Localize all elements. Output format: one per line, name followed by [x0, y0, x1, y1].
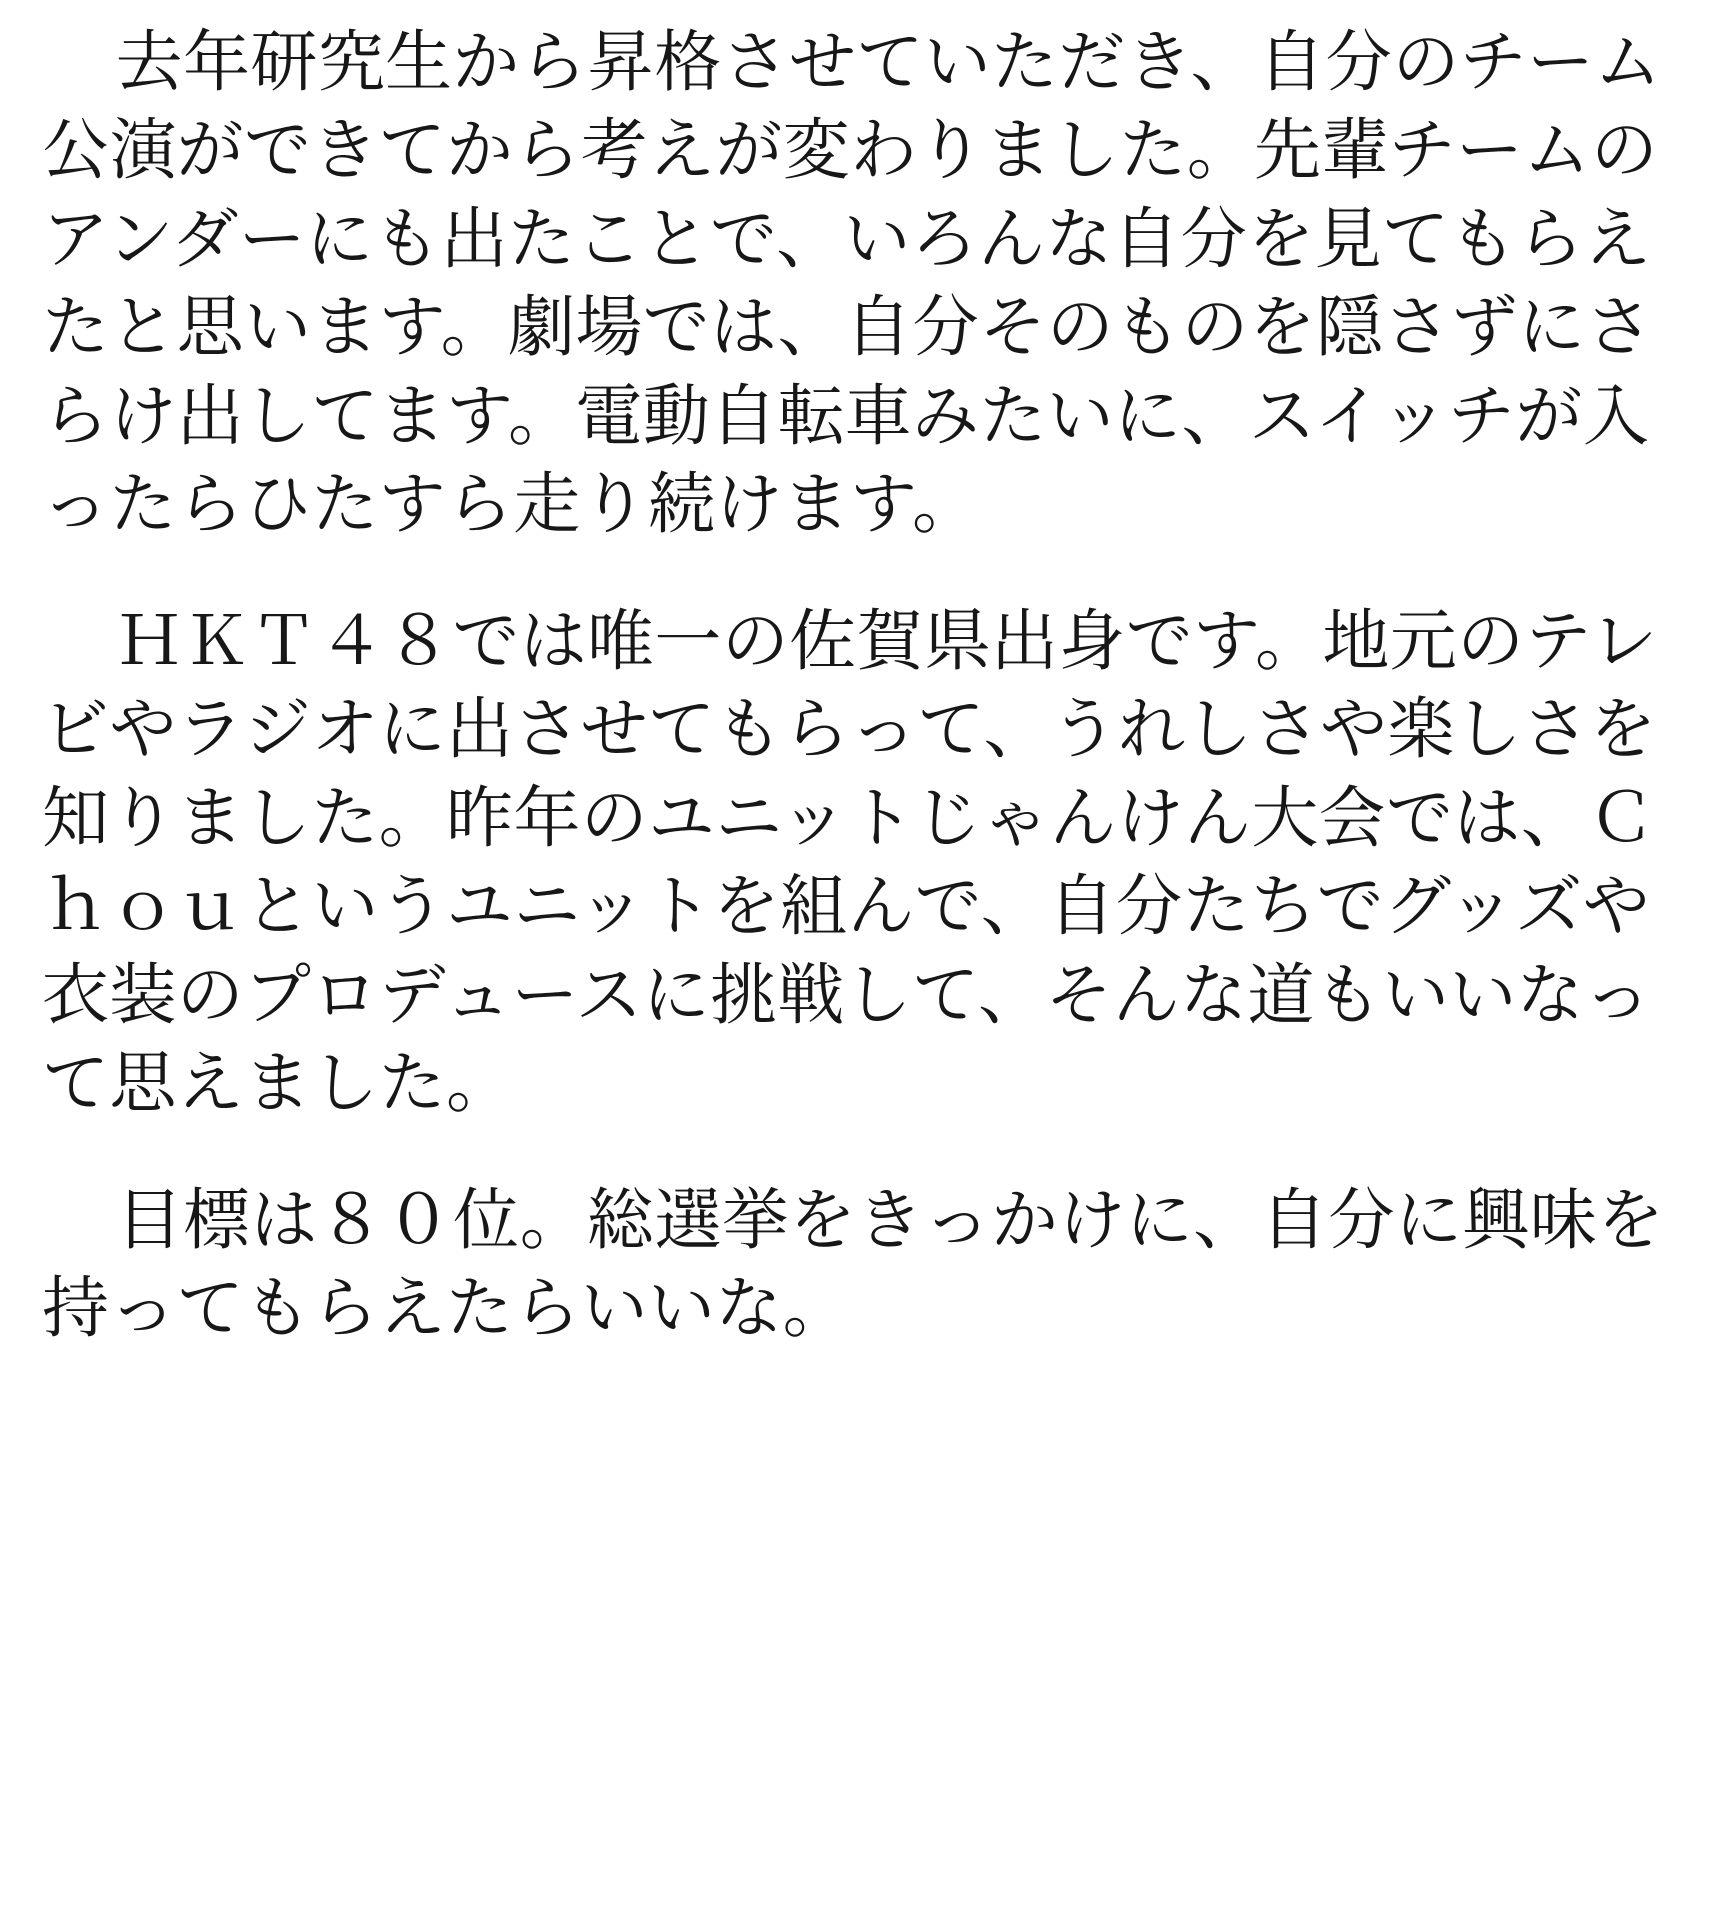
paragraph: 目標は８０位。総選挙をきっかけに、自分に興味を持ってもらえたらいいな。	[42, 1180, 1665, 1348]
article-body	[42, 18, 1671, 1353]
paragraph: 去年研究生から昇格させていただき、自分のチーム公演ができてから考えが変わりました。先輩チームのアンダーにも出たことで、いろんな自分を見てもらえたと思います。劇場では、自分そのものを隠さずにさらけ出してます。電動自転車みたいに、スイッチが入ったらひたすら走り続けます。	[42, 23, 1662, 544]
paragraph: ＨＫＴ４８では唯一の佐賀県出身です。地元のテレビやラジオに出させてもらって、うれしさや楽しさを知りました。昨年のユニットじゃんけん大会では、Ｃｈｏｕというユニットを組んで、自分たちでグッズや衣装のプロデュースに挑戦して、そんな道もいいなって思えました。	[42, 601, 1658, 1123]
